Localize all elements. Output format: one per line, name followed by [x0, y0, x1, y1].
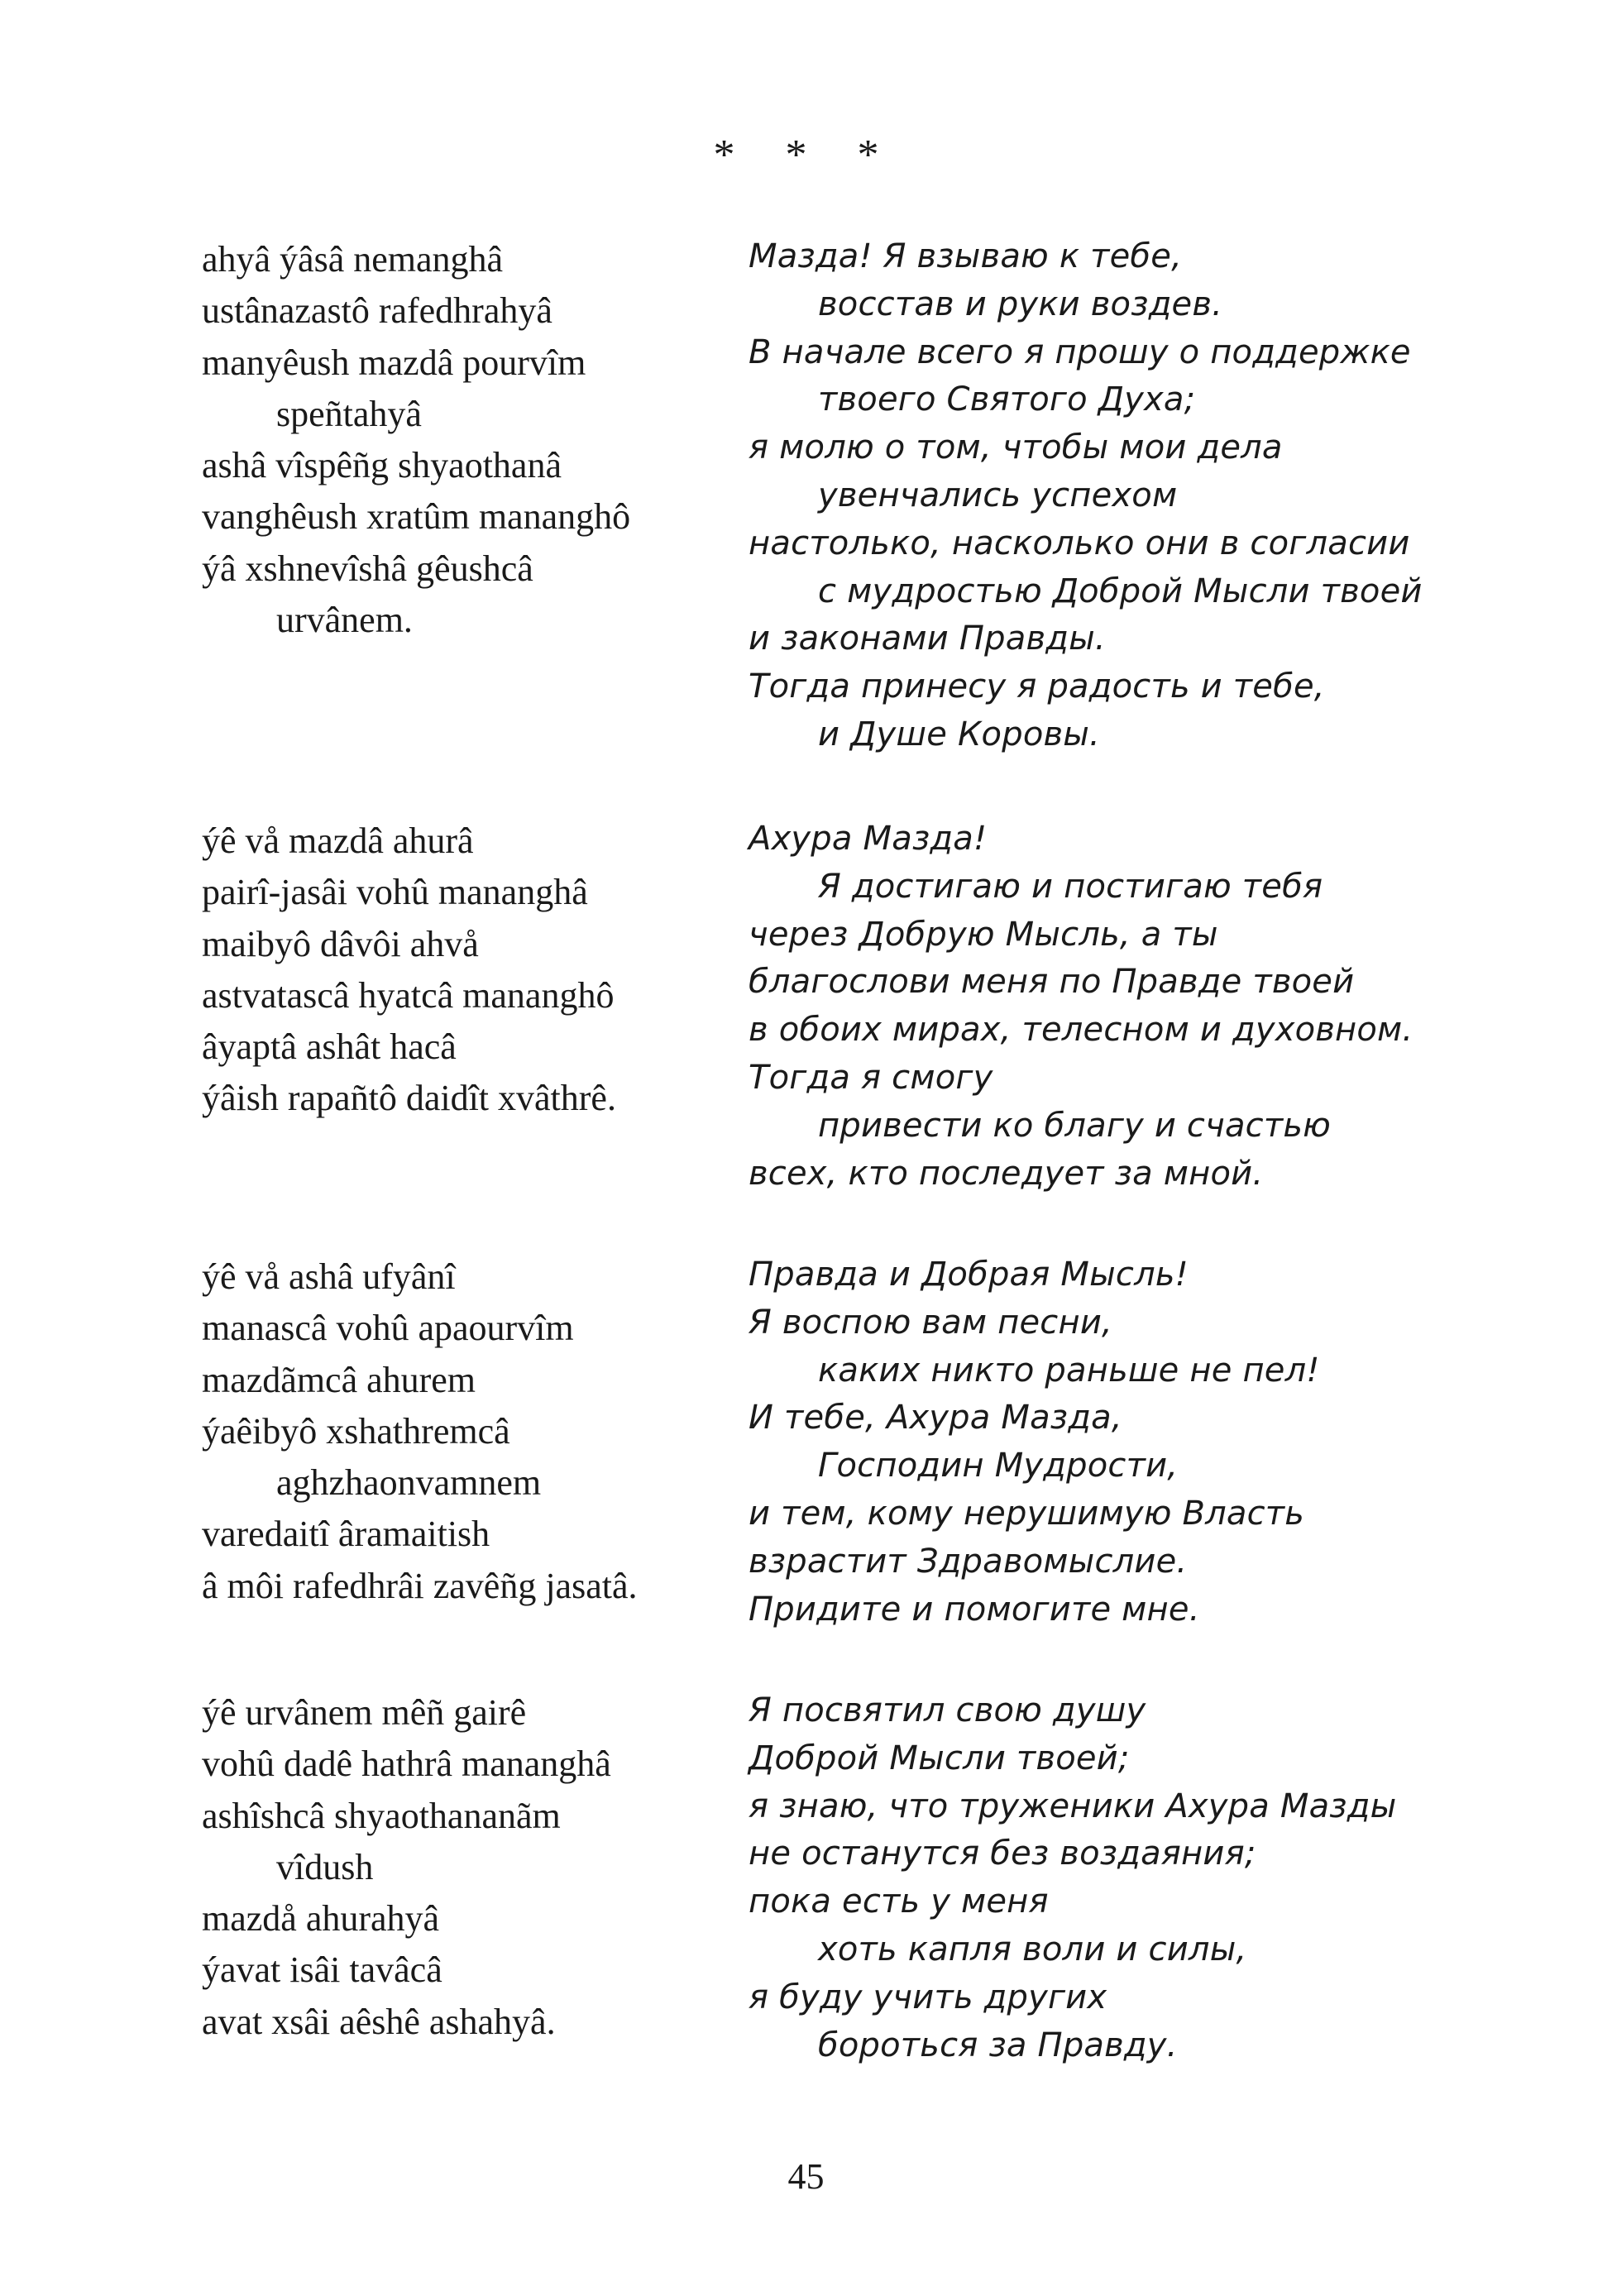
verse-line: mazdå ahurahyâ: [202, 1898, 440, 1940]
verse-line: твоего Святого Духа;: [818, 380, 1196, 419]
stanza-1-russian: [749, 233, 1576, 759]
verse-line: и законами Правды.: [749, 619, 1106, 658]
verse-line: mazdãmcâ ahurem: [202, 1359, 476, 1400]
verse-line: я буду учить других: [749, 1978, 1107, 2016]
verse-line: ahyâ ýâsâ nemanghâ: [202, 239, 504, 280]
verse-line: всех, кто последует за мной.: [749, 1154, 1264, 1193]
verse-line: vohû dadê hathrâ mananghâ: [202, 1744, 611, 1785]
verse-line: каких никто раньше не пел!: [818, 1351, 1320, 1390]
verse-line: в обоих мирах, телесном и духовном.: [749, 1011, 1413, 1050]
verse-line: привести ко благу и счастью: [818, 1106, 1332, 1145]
verse-line: я молю о том, чтобы мои дела: [749, 428, 1283, 467]
verse-line: и Душе Коровы.: [818, 715, 1100, 753]
verse-line: Мазда! Я взываю к тебе,: [749, 237, 1182, 275]
verse-line: бороться за Правду.: [818, 2026, 1178, 2064]
verse-line: хоть капля воли и силы,: [818, 1930, 1247, 1968]
verse-line: speñtahyâ: [276, 393, 422, 434]
verse-line: ýê vå mazdâ ahurâ: [202, 820, 474, 861]
verse-line: urvânem.: [276, 600, 413, 641]
verse-line: я знаю, что труженики Ахура Мазды: [749, 1787, 1397, 1825]
verse-line: Я посвятил свою душу: [749, 1691, 1146, 1729]
verse-line: не останутся без воздаяния;: [749, 1834, 1256, 1873]
verse-line: благослови меня по Правде твоей: [749, 963, 1355, 1002]
verse-line: Ахура Мазда!: [749, 820, 988, 858]
verse-line: Придите и помогите мне.: [749, 1590, 1200, 1629]
verse-line: â môi rafedhrâi zavêñg jasatâ.: [202, 1565, 638, 1606]
verse-line: aghzhaonvamnem: [276, 1462, 542, 1504]
verse-line: ashîshcâ shyaothananãm: [202, 1795, 561, 1836]
verse-line: ustânazastô rafedhrahyâ: [202, 290, 552, 332]
verse-line: И тебе, Ахура Мазда,: [749, 1399, 1122, 1437]
verse-line: Господин Мудрости,: [818, 1447, 1179, 1485]
stanza-3-russian: [749, 1251, 1576, 1634]
verse-line: vanghêush xratûm mananghô: [202, 496, 631, 538]
verse-line: vîdush: [276, 1846, 374, 1887]
section-ornament: * * *: [713, 132, 899, 179]
verse-line: настолько, насколько они в согласии: [749, 524, 1410, 562]
verse-line: через Добрую Мысль, а ты: [749, 915, 1218, 954]
verse-line: manyêush mazdâ pourvîm: [202, 342, 586, 383]
verse-line: ýâ xshnevîshâ gêushcâ: [202, 548, 533, 589]
verse-line: пока есть у меня: [749, 1882, 1049, 1921]
verse-line: восстав и руки воздев.: [818, 285, 1223, 323]
stanza-4-avestan: [202, 1687, 715, 2048]
verse-line: В начале всего я прошу о поддержке: [749, 332, 1411, 371]
verse-line: ýê vå ashâ ufyânî: [202, 1256, 456, 1297]
verse-line: ýâish rapañtô daidît xvâthrê.: [202, 1078, 616, 1119]
verse-line: с мудростью Доброй Мысли твоей: [818, 572, 1423, 610]
verse-line: ýaêibyô xshathremcâ: [202, 1410, 510, 1452]
verse-line: Я достигаю и постигаю тебя: [818, 867, 1323, 906]
verse-line: manascâ vohû apaourvîm: [202, 1308, 574, 1349]
verse-line: Доброй Мысли твоей;: [749, 1739, 1130, 1777]
stanza-3-avestan: [202, 1251, 715, 1612]
verse-line: varedaitî âramaitish: [202, 1514, 490, 1555]
stanza-1-avestan: [202, 234, 715, 646]
verse-line: и тем, кому нерушимую Власть: [749, 1494, 1305, 1533]
verse-line: Я воспою вам песни,: [749, 1303, 1112, 1342]
verse-line: âyaptâ ashât hacâ: [202, 1026, 457, 1068]
stanza-2-avestan: [202, 816, 715, 1125]
verse-line: Тогда принесу я радость и тебе,: [749, 667, 1325, 706]
verse-line: Тогда я смогу: [749, 1058, 993, 1097]
verse-line: astvatascâ hyatcâ mananghô: [202, 974, 615, 1016]
stanza-2-russian: [749, 816, 1576, 1198]
page-number: 45: [787, 2156, 825, 2197]
verse-line: увенчались успехом: [818, 476, 1178, 514]
verse-line: ýavat isâi tavâcâ: [202, 1949, 442, 1991]
verse-line: взрастит Здравомыслие.: [749, 1542, 1188, 1581]
verse-line: ashâ vîspêñg shyaothanâ: [202, 445, 562, 486]
verse-line: pairî-jasâi vohû mananghâ: [202, 872, 588, 913]
stanza-4-russian: [749, 1687, 1576, 2069]
verse-line: ýê urvânem mêñ gairê: [202, 1692, 527, 1733]
verse-line: avat xsâi aêshê ashahyâ.: [202, 2001, 556, 2042]
verse-line: Правда и Добрая Мысль!: [749, 1256, 1189, 1294]
verse-line: maibyô dâvôi ahvå: [202, 923, 479, 964]
